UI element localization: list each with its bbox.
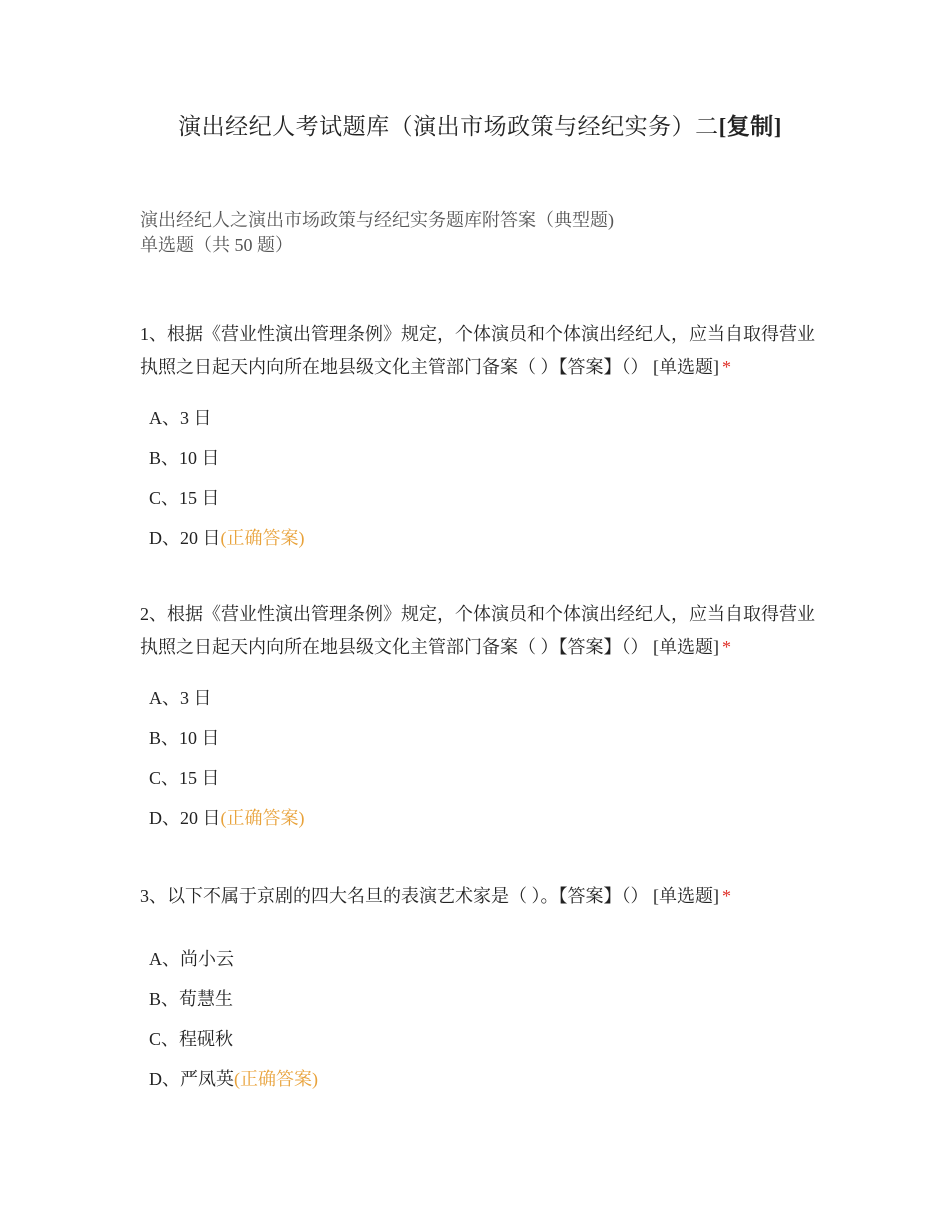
option-label: B、10 日 [149, 448, 220, 468]
question-stem: 3、以下不属于京剧的四大名旦的表演艺术家是（ ）。【答案】（） [140, 886, 653, 906]
question-text [140, 318, 820, 384]
option-label: D、20 日 [149, 808, 221, 828]
question-text [140, 598, 820, 664]
correct-answer-marker: (正确答案) [234, 1069, 318, 1089]
option-list [140, 678, 820, 838]
subtitle-line-2: 单选题（共 50 题） [140, 235, 293, 255]
question-stem: 2、根据《营业性演出管理条例》规定，个体演员和个体演出经纪人，应当自取得营业执照之日起天内向所在地县级文化主管部门备案（ ）【答案】（） [140, 604, 815, 657]
option-label: C、程砚秋 [149, 1029, 234, 1049]
option-label: A、3 日 [149, 688, 212, 708]
page-title [0, 108, 950, 141]
option-a[interactable] [149, 678, 820, 718]
subtitle-block [140, 208, 614, 258]
question-type: [单选题] [653, 886, 719, 906]
option-label: D、严凤英 [149, 1069, 234, 1089]
question-text [140, 880, 820, 913]
option-list [140, 398, 820, 558]
option-label: A、3 日 [149, 408, 212, 428]
option-label: C、15 日 [149, 768, 220, 788]
option-label: C、15 日 [149, 488, 220, 508]
option-label: B、荀慧生 [149, 989, 234, 1009]
question-stem: 1、根据《营业性演出管理条例》规定，个体演员和个体演出经纪人，应当自取得营业执照之日起天内向所在地县级文化主管部门备案（ ）【答案】（） [140, 324, 815, 377]
question-2 [140, 598, 820, 838]
page-title-suffix: [复制] [718, 114, 782, 139]
question-type: [单选题] [653, 357, 719, 377]
option-c[interactable] [149, 758, 820, 798]
option-d[interactable] [149, 1059, 820, 1099]
page-title-main: 演出经纪人考试题库（演出市场政策与经纪实务）二 [178, 114, 719, 139]
option-c[interactable] [149, 478, 820, 518]
option-b[interactable] [149, 718, 820, 758]
required-marker: * [722, 886, 731, 906]
option-list [140, 939, 820, 1099]
question-1 [140, 318, 820, 558]
correct-answer-marker: (正确答案) [220, 808, 305, 828]
question-3 [140, 880, 820, 1099]
required-marker: * [722, 637, 731, 657]
required-marker: * [722, 357, 731, 377]
option-d[interactable] [149, 798, 820, 838]
option-b[interactable] [149, 438, 820, 478]
option-d[interactable] [149, 518, 820, 558]
option-label: D、20 日 [149, 528, 221, 548]
subtitle-line-1: 演出经纪人之演出市场政策与经纪实务题库附答案（典型题) [140, 210, 614, 230]
option-a[interactable] [149, 398, 820, 438]
option-b[interactable] [149, 979, 820, 1019]
option-label: A、尚小云 [149, 949, 234, 969]
option-a[interactable] [149, 939, 820, 979]
correct-answer-marker: (正确答案) [220, 528, 305, 548]
option-label: B、10 日 [149, 728, 220, 748]
question-type: [单选题] [653, 637, 719, 657]
option-c[interactable] [149, 1019, 820, 1059]
